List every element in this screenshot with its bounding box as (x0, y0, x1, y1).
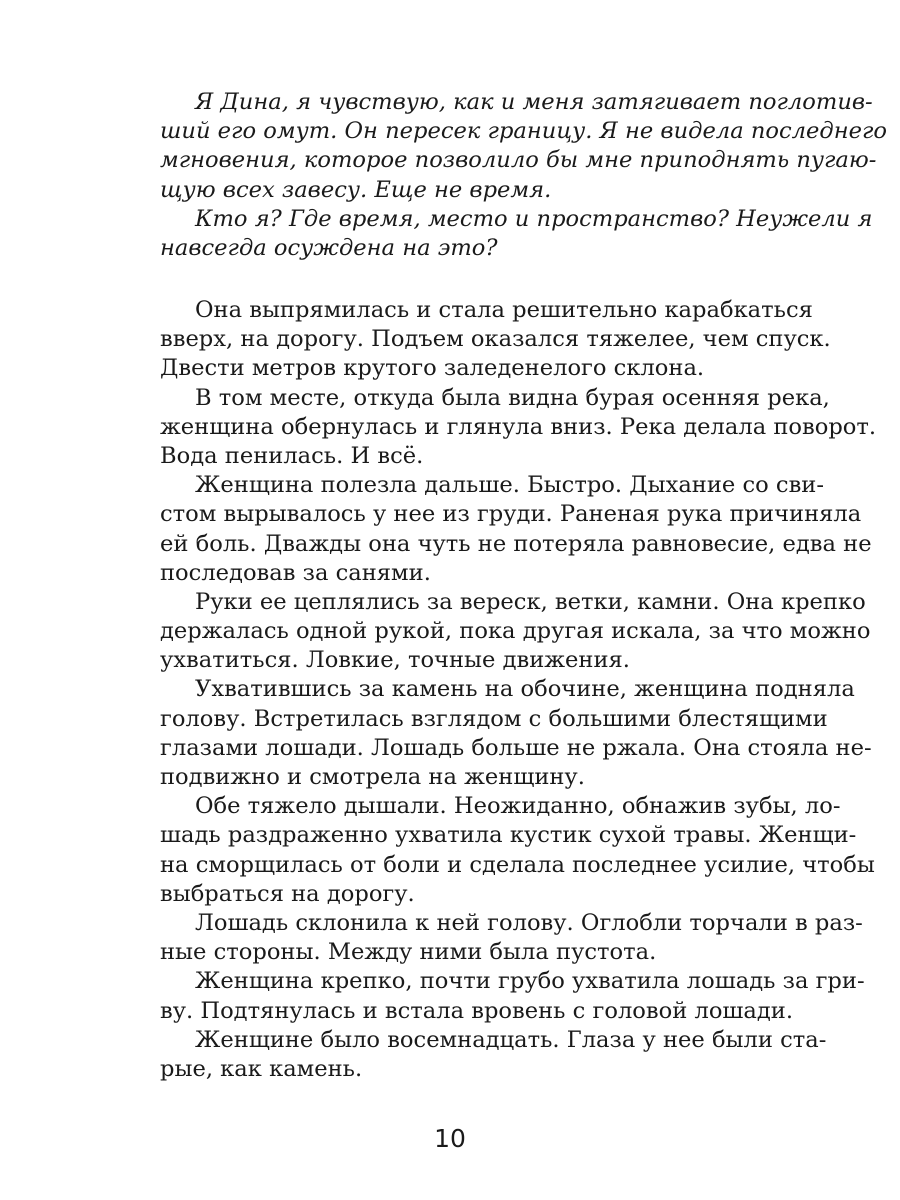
text-line: мгновения, которое позволило бы мне приподнять пугаю- (160, 147, 877, 174)
italic-paragraph (160, 88, 888, 205)
text-line: Женщина полезла дальше. Быстро. Дыхание со сви- (195, 472, 824, 499)
text-line: Лошадь склонила к ней голову. Оглобли торчали в раз- (195, 909, 863, 936)
paragraph (160, 675, 872, 792)
text-line: стом вырывалось у нее из груди. Раненая рука причиняла (160, 501, 862, 528)
text-line: голову. Встретилась взглядом с большими блестящими (160, 705, 828, 732)
text-line: выбраться на дорогу. (160, 880, 415, 907)
paragraph (160, 296, 831, 384)
text-line: женщина обернулась и глянула вниз. Река делала поворот. (160, 413, 877, 440)
text-line: вверх, на дорогу. Подъем оказался тяжелее, чем спуск. (160, 326, 831, 353)
text-line: последовав за санями. (160, 559, 431, 586)
text-line: навсегда осуждена на это? (160, 234, 498, 261)
text-line: держалась одной рукой, пока другая искала, за что можно (160, 618, 871, 645)
paragraph (160, 384, 877, 472)
text-line: ухватиться. Ловкие, точные движения. (160, 647, 630, 674)
text-line: подвижно и смотрела на женщину. (160, 764, 585, 790)
text-line: Руки ее цеплялись за вереск, ветки, камни. Она крепко (195, 588, 866, 615)
text-line: Я Дина, я чувствую, как и меня затягивает поглотив- (195, 89, 873, 115)
paragraph (160, 588, 871, 676)
text-line: Женщина крепко, почти грубо ухватила лошадь за гри- (195, 968, 865, 995)
text-line: Кто я? Где время, место и пространство? Неужели я (195, 205, 873, 232)
text-line: ей боль. Дважды она чуть не потеряла равновесие, едва не (160, 530, 872, 557)
text-line: глазами лошади. Лошадь больше не ржала. Она стояла не- (160, 734, 872, 761)
text-line: В том месте, откуда была видна бурая осенняя река, (195, 384, 830, 411)
text-line: ные стороны. Между ними была пустота. (160, 939, 657, 966)
text-line: ший его омут. Он пересек границу. Я не видела последнего (160, 118, 888, 145)
text-line: Ухватившись за камень на обочине, женщина подняла (195, 676, 855, 703)
text-line: Обе тяжело дышали. Неожиданно, обнажив зубы, ло- (195, 793, 841, 820)
paragraph (160, 967, 865, 1025)
paragraph (160, 909, 863, 967)
text-line: на сморщилась от боли и сделала последнее усилие, чтобы (160, 851, 875, 878)
paragraph (160, 1026, 827, 1084)
body-text (160, 296, 877, 1084)
text-line: шадь раздраженно ухватила кустик сухой травы. Женщи- (160, 822, 857, 849)
paragraph (160, 471, 872, 588)
text-line: ву. Подтянулась и встала вровень с головой лошади. (160, 997, 794, 1024)
text-line: Она выпрямилась и стала решительно карабкаться (195, 297, 813, 323)
text-line: щую всех завесу. Еще не время. (160, 176, 552, 203)
text-line: Двести метров крутого заледенелого склона. (160, 355, 705, 382)
page-number: 10 (434, 1124, 466, 1153)
text-line: Вода пенилась. И всё. (160, 442, 424, 469)
paragraph (160, 792, 875, 909)
text-line: Женщине было восемнадцать. Глаза у нее были ста- (195, 1026, 827, 1053)
italic-paragraph (160, 205, 873, 263)
text-line: рые, как камень. (160, 1055, 363, 1082)
italic-passage (160, 88, 888, 263)
